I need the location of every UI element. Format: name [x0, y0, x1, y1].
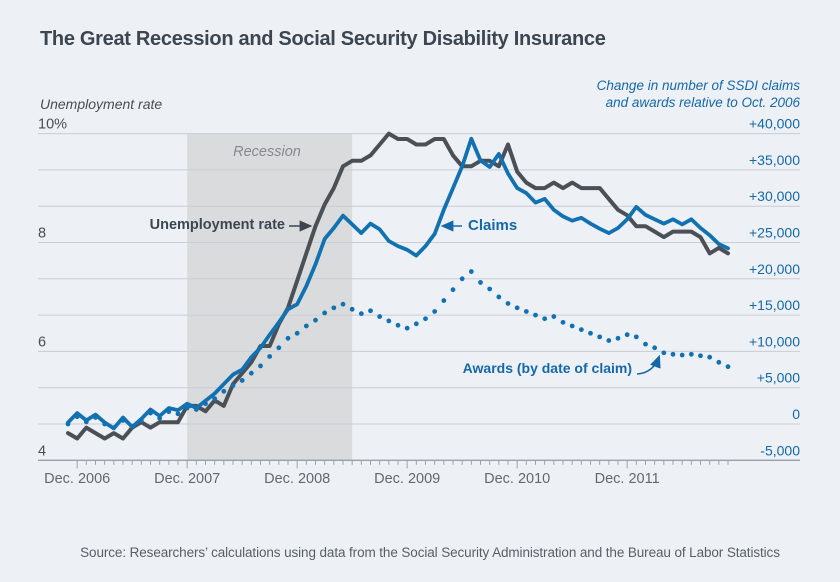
awards-series-dot: [441, 298, 446, 303]
awards-series-dot: [542, 316, 547, 321]
left-axis-tick-label: 4: [38, 443, 47, 460]
awards-series-dot: [304, 324, 309, 329]
right-axis-title-line2: and awards relative to Oct. 2006: [605, 95, 800, 110]
awards-series-dot: [286, 336, 291, 341]
awards-series-dot: [221, 389, 226, 394]
awards-series-dot: [423, 316, 428, 321]
right-axis-tick-label: +25,000: [749, 224, 800, 241]
claims-annotation: Claims: [468, 217, 518, 234]
left-axis-tick-label: 6: [38, 334, 47, 351]
right-axis-tick-label: +35,000: [749, 151, 800, 168]
unemployment-annotation: Unemployment rate: [149, 217, 285, 233]
awards-series-dot: [194, 407, 199, 412]
awards-series-dot: [652, 345, 657, 350]
awards-series-dot: [524, 309, 529, 314]
right-axis-tick-label: +5,000: [756, 369, 800, 386]
awards-series-dot: [634, 334, 639, 339]
awards-series-dot: [478, 280, 483, 285]
awards-series-dot: [698, 353, 703, 358]
awards-series-dot: [496, 295, 501, 300]
awards-series-dot: [102, 422, 107, 427]
awards-series-dot: [469, 269, 474, 274]
awards-series-dot: [643, 342, 648, 347]
awards-series-dot: [570, 324, 575, 329]
awards-series-dot: [689, 352, 694, 357]
awards-series-dot: [368, 308, 373, 313]
awards-series-dot: [322, 311, 327, 316]
awards-series-dot: [111, 425, 116, 430]
left-axis-title: Unemployment rate: [40, 96, 163, 112]
awards-series-dot: [616, 336, 621, 341]
awards-series-dot: [240, 378, 245, 383]
awards-series-dot: [460, 276, 465, 281]
awards-series-dot: [405, 326, 410, 331]
awards-series-dot: [386, 319, 391, 324]
awards-series-dot: [414, 321, 419, 326]
awards-series-dot: [451, 287, 456, 292]
awards-series-dot: [716, 360, 721, 365]
awards-series-dot: [203, 401, 208, 406]
page-title: The Great Recession and Social Security Disability Insurance: [40, 28, 606, 50]
recession-band-label: Recession: [233, 144, 301, 160]
awards-series-dot: [231, 383, 236, 388]
right-axis-tick-label: +10,000: [749, 333, 800, 350]
awards-series-dot: [276, 345, 281, 350]
left-axis-tick-label: 10%: [38, 116, 68, 133]
awards-series-dot: [707, 355, 712, 360]
awards-series-dot: [551, 314, 556, 319]
awards-series-dot: [606, 338, 611, 343]
awards-series-dot: [267, 354, 272, 359]
unemployment-line: [68, 134, 728, 439]
right-axis-tick-label: -5,000: [760, 442, 800, 459]
awards-series-dot: [506, 301, 511, 306]
awards-series-dot: [212, 396, 217, 401]
awards-series-dot: [176, 411, 181, 416]
right-axis-tick-label: +15,000: [749, 297, 800, 314]
awards-series-dot: [359, 311, 364, 316]
awards-series-dot: [331, 305, 336, 310]
awards-series-dot: [533, 313, 538, 318]
awards-pointer-arrow-icon: [637, 357, 659, 374]
awards-series-dot: [121, 418, 126, 423]
awards-series-dot: [432, 309, 437, 314]
right-axis-tick-label: +20,000: [749, 260, 800, 277]
awards-series-dot: [93, 415, 98, 420]
claims-line: [68, 139, 728, 429]
awards-series-dot: [515, 305, 520, 310]
awards-series-dot: [377, 314, 382, 319]
awards-series-dot: [726, 364, 731, 369]
awards-series-dot: [597, 334, 602, 339]
x-axis-tick-label: Dec. 2008: [264, 471, 331, 487]
awards-series-dot: [185, 406, 190, 411]
awards-series-dot: [84, 419, 89, 424]
awards-series-dot: [487, 287, 492, 292]
awards-series-dot: [579, 327, 584, 332]
right-axis-tick-label: 0: [792, 406, 800, 422]
right-axis-title: [597, 77, 800, 111]
x-axis-tick-label: Dec. 2009: [374, 471, 441, 487]
awards-series-dot: [680, 353, 685, 358]
awards-annotation: Awards (by date of claim): [462, 360, 632, 376]
awards-series-dot: [249, 371, 254, 376]
awards-series-dot: [66, 422, 71, 427]
awards-series-dot: [313, 318, 318, 323]
right-axis-title-line1: Change in number of SSDI claims: [596, 78, 800, 93]
awards-series-dot: [396, 323, 401, 328]
left-axis-tick-label: 8: [38, 225, 47, 242]
source-note: Source: Researchers’ calculations using data from the Social Security Administration and the Bureau of Labor Statistics: [80, 545, 780, 560]
right-axis-tick-label: +40,000: [749, 115, 800, 132]
awards-series-dot: [166, 409, 171, 414]
recession-band: [187, 134, 352, 461]
x-axis-tick-label: Dec. 2006: [44, 471, 111, 487]
awards-series-dot: [661, 350, 666, 355]
awards-series-dot: [295, 331, 300, 336]
awards-series-dot: [561, 320, 566, 325]
awards-series-dot: [148, 411, 153, 416]
awards-series-dot: [258, 364, 263, 369]
awards-series-dot: [130, 424, 135, 429]
awards-series-dot: [588, 331, 593, 336]
awards-series-dot: [671, 352, 676, 357]
awards-series-dot: [75, 414, 80, 419]
awards-series-dot: [139, 418, 144, 423]
right-axis-tick-label: +30,000: [749, 188, 800, 205]
awards-series-dot: [157, 416, 162, 421]
x-axis-tick-label: Dec. 2010: [484, 471, 551, 487]
x-axis-tick-label: Dec. 2011: [594, 471, 660, 487]
awards-series-dot: [625, 332, 630, 337]
x-axis-tick-label: Dec. 2007: [154, 471, 221, 487]
awards-series-dot: [341, 302, 346, 307]
awards-series-dot: [350, 307, 355, 312]
